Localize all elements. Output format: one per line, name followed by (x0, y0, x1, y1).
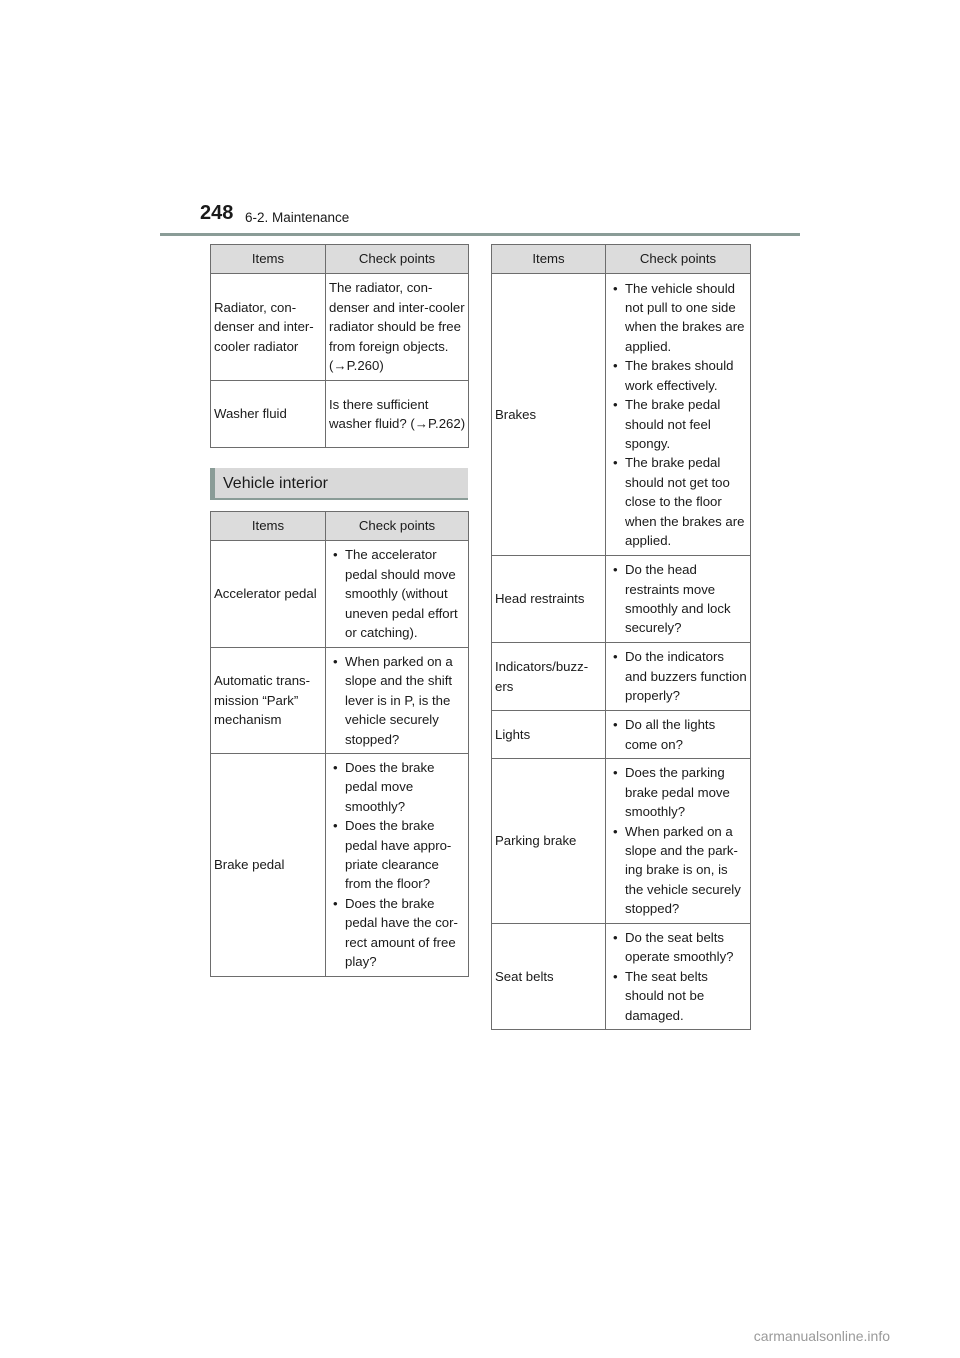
item-cell: Lights (492, 711, 606, 759)
table-row (211, 541, 469, 648)
table-header-row (211, 512, 469, 541)
check-cell (606, 759, 751, 924)
table-header-row (211, 245, 469, 274)
check-point: • Does the brake pedal have appro-priate clearance from the floor? (329, 816, 466, 894)
check-cell (606, 274, 751, 556)
exterior-table (210, 244, 469, 448)
item-cell: Head restraints (492, 556, 606, 643)
table-row (211, 754, 469, 976)
items-header: Items (211, 512, 326, 541)
check-cell (606, 643, 751, 711)
check-point: • Do all the lights come on? (609, 715, 748, 754)
item-cell: Seat belts (492, 924, 606, 1030)
table-row (211, 274, 469, 381)
check-point: • When parked on a slope and the park-ing brake is on, is the vehicle securely stopped? (609, 822, 748, 919)
page-number: 248 (200, 202, 234, 224)
check-points-header: Check points (326, 512, 469, 541)
check-point: • The vehicle should not pull to one side when the brakes are applied. (609, 279, 748, 357)
check-point: • The brakes should work effectively. (609, 356, 748, 395)
check-points-header: Check points (326, 245, 469, 274)
interior-table (210, 511, 469, 977)
item-cell: Brakes (492, 274, 606, 556)
table-row (492, 274, 751, 556)
table-row (492, 759, 751, 924)
interior-table-continued (491, 244, 751, 1030)
table-header-row (492, 245, 751, 274)
check-cell: Is there sufficient washer fluid? (→P.262) (326, 381, 469, 448)
table-row (492, 556, 751, 643)
item-cell: Brake pedal (211, 754, 326, 976)
check-cell (606, 556, 751, 643)
items-header: Items (211, 245, 326, 274)
table-row (492, 643, 751, 711)
check-point: • Does the brake pedal have the cor-rect amount of free play? (329, 894, 466, 972)
check-point: • Does the parking brake pedal move smoothly? (609, 763, 748, 821)
check-cell (606, 924, 751, 1030)
check-cell (326, 754, 469, 976)
item-cell: Parking brake (492, 759, 606, 924)
section-title: 6-2. Maintenance (245, 210, 350, 225)
header-divider (160, 233, 800, 236)
check-point: • The brake pedal should not feel spongy. (609, 395, 748, 453)
check-point: • The seat belts should not be damaged. (609, 967, 748, 1025)
check-point: • The brake pedal should not get too close to the floor when the brakes are applied. (609, 453, 748, 550)
check-point: • Do the indicators and buzzers function properly? (609, 647, 748, 705)
item-cell: Indicators/buzz-ers (492, 643, 606, 711)
watermark: carmanualsonline.info (753, 1328, 890, 1344)
check-points-header: Check points (606, 245, 751, 274)
items-header: Items (492, 245, 606, 274)
item-cell: Automatic trans-mission “Park” mechanism (211, 648, 326, 754)
table-row (211, 648, 469, 754)
item-cell: Radiator, con-denser and inter-cooler radiator (211, 274, 326, 381)
check-point: • When parked on a slope and the shift lever is in P, is the vehicle securely stopped? (329, 652, 466, 749)
check-point: • Does the brake pedal move smoothly? (329, 758, 466, 816)
item-cell: Accelerator pedal (211, 541, 326, 648)
table-row (211, 381, 469, 448)
check-cell (606, 711, 751, 759)
item-cell: Washer fluid (211, 381, 326, 448)
check-point: • The accelerator pedal should move smoothly (without uneven pedal effort or catching). (329, 545, 466, 642)
check-cell (326, 541, 469, 648)
check-cell: The radiator, con-denser and inter-cooler radiator should be free from foreign objects. (→P.260) (326, 274, 469, 381)
check-point: • Do the seat belts operate smoothly? (609, 928, 748, 967)
table-row (492, 924, 751, 1030)
check-point: • Do the head restraints move smoothly and lock securely? (609, 560, 748, 638)
table-row (492, 711, 751, 759)
vehicle-interior-heading: Vehicle interior (210, 468, 468, 500)
check-cell (326, 648, 469, 754)
